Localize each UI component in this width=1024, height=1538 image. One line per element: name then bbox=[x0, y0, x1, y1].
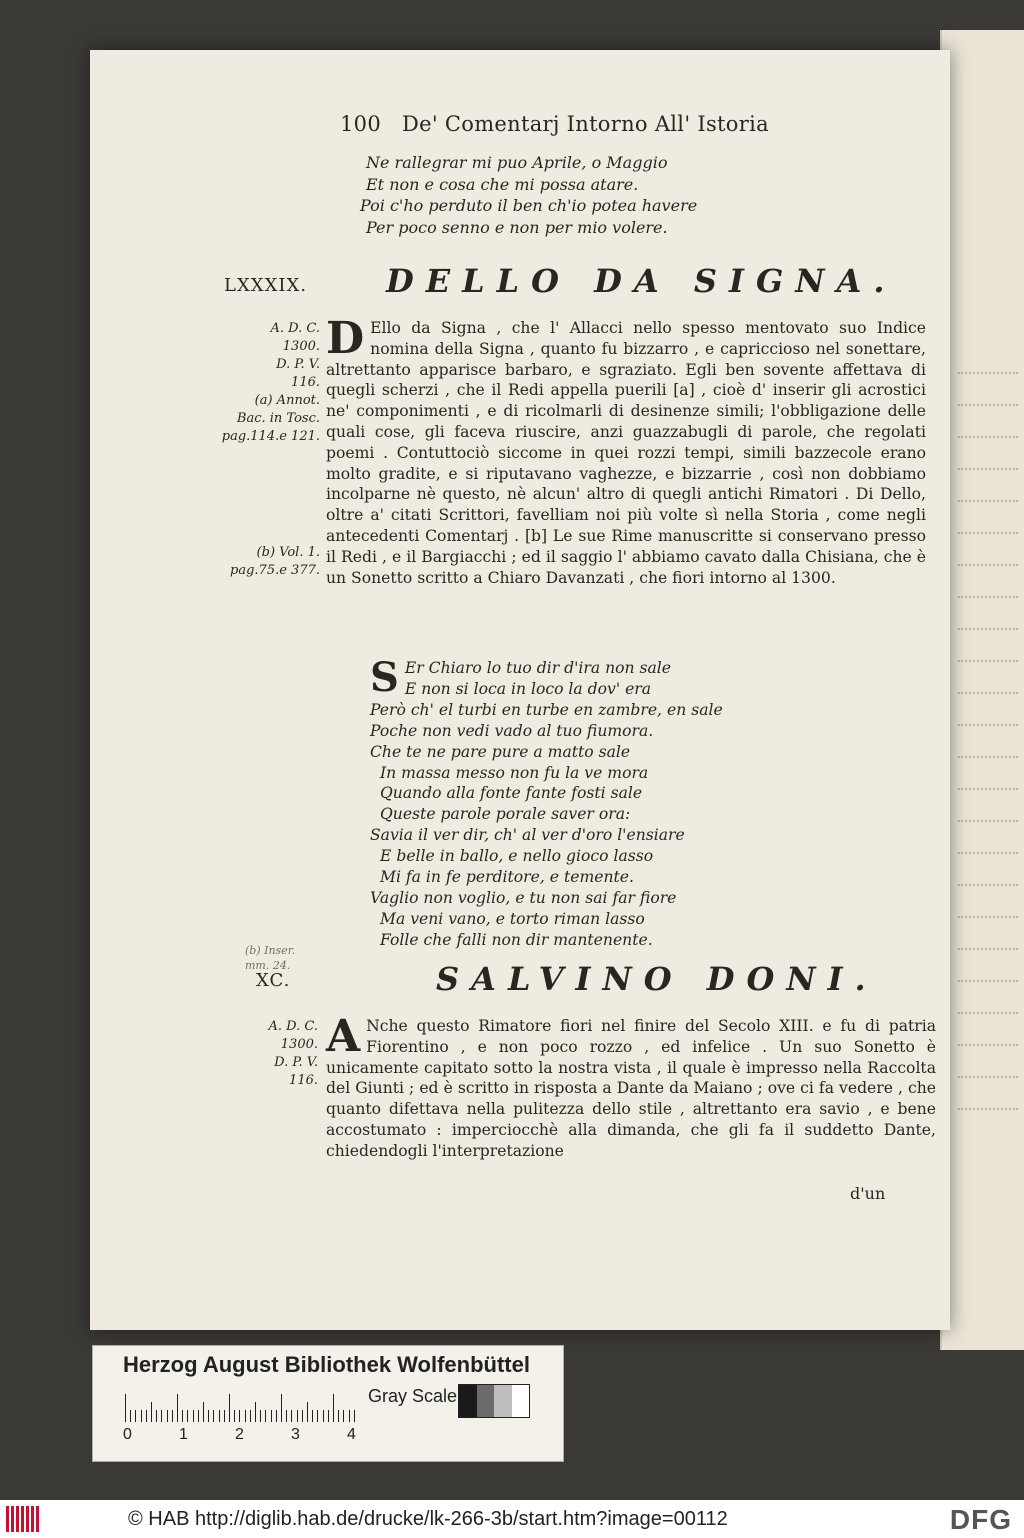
sonnet bbox=[370, 654, 790, 951]
barcode-icon bbox=[6, 1506, 42, 1532]
section-title: SALVINO DONI. bbox=[436, 960, 878, 998]
book-page bbox=[90, 50, 950, 1330]
gray-scale-label: Gray Scale bbox=[368, 1386, 458, 1406]
poem-line: Ne rallegrar mi puo Aprile, o Maggio bbox=[366, 153, 668, 172]
drop-cap: D bbox=[326, 313, 365, 364]
page-number: 100 bbox=[340, 112, 381, 136]
intro-poem bbox=[360, 152, 697, 238]
dfg-logo: DFG bbox=[949, 1504, 1012, 1535]
gray-swatch bbox=[477, 1385, 495, 1417]
section-number: LXXXIX. bbox=[224, 275, 308, 296]
sonnet-line: Er Chiaro lo tuo dir d'ira non sale bbox=[404, 659, 672, 677]
section-number: XC. bbox=[256, 970, 291, 991]
color-calibration-card bbox=[92, 1345, 564, 1462]
section-title: DELLO DA SIGNA. bbox=[386, 262, 897, 300]
sonnet-line: Quando alla fonte fante fosti sale bbox=[380, 784, 643, 803]
sonnet-line: E non si loca in loco la dov' era bbox=[404, 679, 652, 698]
catchword: d'un bbox=[850, 1184, 886, 1203]
sonnet-line: Folle che falli non dir mantenente. bbox=[380, 930, 653, 949]
sonnet-line: Vaglio non voglio, e tu non sai far fiore bbox=[370, 888, 677, 907]
margin-note: A. D. C. 1300. D. P. V. 116. bbox=[268, 1019, 318, 1088]
copyright-url[interactable]: © HAB http://diglib.hab.de/drucke/lk-266-3b/start.htm?image=00112 bbox=[128, 1507, 728, 1530]
ruler-numbers: 0 1 2 3 4 bbox=[123, 1426, 356, 1443]
sonnet-line: Poche non vedi vado al tuo fiumora. bbox=[370, 721, 654, 740]
running-title: De' Comentarj Intorno All' Istoria bbox=[401, 112, 769, 136]
bleed-through-note: (b) Inser. mm. 24. bbox=[245, 944, 296, 972]
sonnet-line: In massa messo non fu la ve mora bbox=[380, 763, 649, 782]
ruler bbox=[125, 1394, 355, 1422]
footer-bar bbox=[0, 1500, 1024, 1538]
section-body: D Ello da Signa , che l' Allacci nello spesso mentovato suo Indice nomina della Signa , quanto fu bizzarro , e capriccioso nel sonettare, altrettanto apparisce barbaro, e sgraziato. Egli ben sovente affettava di quegli scherzi , che il Redi appella puerili [a] , cioè d' inserir gli acrostici ne' componimenti , e di ricolmarli di desinenze simili; l'obbligazione delle quali cose, gli faceva riuscire, anzi guazzabugli di parole, che regolati poemi . Contuttociò siccome in quei rozzi tempi, simili bazzecole erano molto gradite, e si riputavano vaghezze, e bizzarrie , così non dobbiamo incolparne nè questo, nè alcun' altro di quegli antichi Rimatori . Di Dello, oltre a' citati Scrittori, favelliam noi più volte sì nella Storia , come negli antecedenti Comentarj . [b] Le sue Rime manuscritte si conservano presso il Redi , e il Bargiacchi ; ed il saggio l' abbiamo cavato dalla Chisiana, che è un Sonetto scritto a Chiaro Davanzati , che fiori intorno al 1300. bbox=[326, 313, 926, 587]
poem-line: Per poco senno e non per mio volere. bbox=[366, 217, 668, 237]
poem-line: Et non e cosa che mi possa atare. bbox=[366, 174, 639, 194]
sonnet-line: Che te ne pare pure a matto sale bbox=[370, 742, 631, 761]
gray-swatch bbox=[459, 1385, 477, 1417]
margin-note: A. D. C. 1300. D. P. V. 116. (a) Annot. Bac. in Tosc. pag.114.e 121. bbox=[221, 321, 320, 444]
sonnet-line: Queste parole porale saver ora: bbox=[380, 805, 631, 824]
page-header bbox=[340, 112, 769, 136]
facing-page bbox=[940, 30, 1024, 1350]
facing-page-text-bleed bbox=[958, 350, 1018, 1118]
section-body: A Nche questo Rimatore fiori nel finire del Secolo XIII. e fu di patria Fiorentino , e non poco rozzo , ed infelice . Un suo Sonetto è unicamente capitato sotto la nostra vista , il quale è impresso nella Raccolta del Giunti ; ed è scritto in risposta a Dante da Maiano ; ove ci fa vedere , che quanto difettava nella pulitezza dello stile , altrettanto era savio , e bene accostumato : imperciocchè alla dimanda, che gli fa il suddetto Dante, chiedendogli l'interpretazione bbox=[326, 1011, 936, 1160]
sonnet-line: E belle in ballo, e nello gioco lasso bbox=[380, 847, 654, 866]
drop-cap: S bbox=[370, 654, 399, 701]
sonnet-line: Però ch' el turbi en turbe en zambre, en sale bbox=[370, 700, 723, 719]
margin-note-b: (b) Vol. 1. pag.75.e 377. bbox=[230, 545, 320, 578]
sonnet-line: Savia il ver dir, ch' al ver d'oro l'ensiare bbox=[370, 826, 685, 845]
gray-swatch bbox=[494, 1385, 512, 1417]
gray-swatch bbox=[512, 1385, 530, 1417]
sonnet-line: Ma veni vano, e torto riman lasso bbox=[380, 909, 645, 928]
poem-line: Poi c'ho perduto il ben ch'io potea havere bbox=[360, 196, 698, 215]
gray-swatches bbox=[458, 1384, 530, 1418]
drop-cap: A bbox=[326, 1011, 361, 1062]
card-title: Herzog August Bibliothek Wolfenbüttel bbox=[123, 1352, 530, 1377]
sonnet-line: Mi fa in fe perditore, e temente. bbox=[380, 868, 634, 887]
